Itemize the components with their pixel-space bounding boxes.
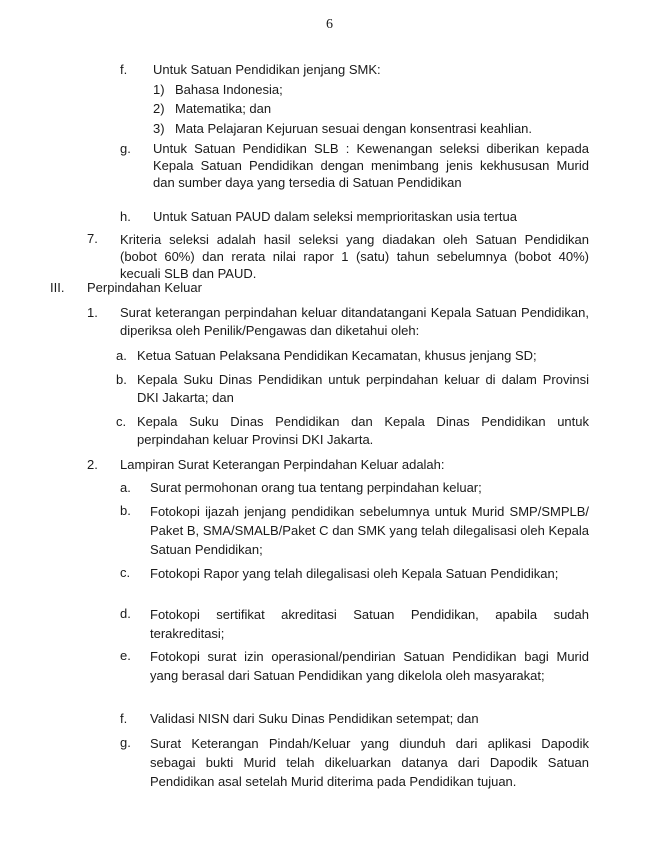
s3-item-2c-marker: c. bbox=[120, 565, 131, 580]
s3-item-1-text: Surat keterangan perpindahan keluar ditandatangani Kepala Satuan Pendidikan, diperiksa oleh Penilik/Pengawas dan diketahui oleh: bbox=[120, 305, 589, 338]
item-7-text: Kriteria seleksi adalah hasil seleksi yang diadakan oleh Satuan Pendidikan (bobot 60%) dan rerata nilai rapor 1 (satu) tahun sebelumnya (bobot 40%) kecuali SLB dan PAUD. bbox=[120, 232, 589, 281]
s3-item-2e-text: Fotokopi surat izin operasional/pendirian Satuan Pendidikan bagi Murid yang berasal dari Satuan Pendidikan yang dikelola oleh masyarakat; bbox=[150, 649, 589, 683]
item-h-marker: h. bbox=[120, 209, 131, 224]
item-f2-text: Matematika; dan bbox=[175, 101, 272, 116]
s3-item-2d-text: Fotokopi sertifikat akreditasi Satuan Pendidikan, apabila sudah terakreditasi; bbox=[150, 607, 589, 641]
s3-item-2c-text: Fotokopi Rapor yang telah dilegalisasi oleh Kepala Satuan Pendidikan; bbox=[150, 566, 559, 581]
s3-item-2a-text: Surat permohonan orang tua tentang perpindahan keluar; bbox=[150, 480, 482, 495]
item-f-marker: f. bbox=[120, 62, 128, 77]
s3-item-2e-marker: e. bbox=[120, 648, 131, 663]
section-3-marker: III. bbox=[50, 280, 65, 295]
item-g-marker: g. bbox=[120, 141, 131, 156]
s3-item-2-text: Lampiran Surat Keterangan Perpindahan Keluar adalah: bbox=[120, 457, 445, 472]
s3-item-2g-marker: g. bbox=[120, 735, 131, 750]
s3-item-1b-marker: b. bbox=[116, 372, 127, 387]
item-h-text: Untuk Satuan PAUD dalam seleksi memprioritaskan usia tertua bbox=[153, 209, 517, 224]
item-f3-text: Mata Pelajaran Kejuruan sesuai dengan konsentrasi keahlian. bbox=[175, 121, 533, 136]
s3-item-2-marker: 2. bbox=[87, 457, 98, 472]
s3-item-2f-text: Validasi NISN dari Suku Dinas Pendidikan setempat; dan bbox=[150, 711, 479, 726]
item-f-text: Untuk Satuan Pendidikan jenjang SMK: bbox=[153, 62, 381, 77]
s3-item-2f-marker: f. bbox=[120, 711, 128, 726]
s3-item-2b-marker: b. bbox=[120, 503, 131, 518]
page-number: 6 bbox=[326, 17, 333, 32]
s3-item-1c-marker: c. bbox=[116, 414, 127, 429]
s3-item-2d-marker: d. bbox=[120, 606, 131, 621]
s3-item-1a-text: Ketua Satuan Pelaksana Pendidikan Kecamatan, khusus jenjang SD; bbox=[137, 348, 537, 363]
item-f1-marker: 1) bbox=[153, 82, 165, 97]
s3-item-2b-text: Fotokopi ijazah jenjang pendidikan sebelumnya untuk Murid SMP/SMPLB/ Paket B, SMA/SMALB/Paket C dan SMK yang telah dilegalisasi oleh Kepala Satuan Pendidikan; bbox=[150, 504, 589, 557]
s3-item-1a-marker: a. bbox=[116, 348, 127, 363]
s3-item-1-marker: 1. bbox=[87, 305, 98, 320]
s3-item-2a-marker: a. bbox=[120, 480, 131, 495]
item-f2-marker: 2) bbox=[153, 101, 165, 116]
s3-item-1c-text: Kepala Suku Dinas Pendidikan dan Kepala Dinas Pendidikan untuk perpindahan keluar Provinsi DKI Jakarta. bbox=[137, 414, 589, 447]
s3-item-2g-text: Surat Keterangan Pindah/Keluar yang diunduh dari aplikasi Dapodik sebagai bukti Murid telah dikeluarkan datanya dari Dapodik Satuan Pendidikan asal setelah Murid diterima pada Pendidikan tujuan. bbox=[150, 736, 589, 789]
item-f3-marker: 3) bbox=[153, 121, 165, 136]
item-f1-text: Bahasa Indonesia; bbox=[175, 82, 283, 97]
section-3-title: Perpindahan Keluar bbox=[87, 280, 202, 295]
item-g-text: Untuk Satuan Pendidikan SLB : Kewenangan seleksi diberikan kepada Kepala Satuan Pendidikan dengan menimbang jenis kekhususan Murid dan sumber daya yang tersedia di Satuan Pendidikan bbox=[153, 141, 589, 190]
s3-item-1b-text: Kepala Suku Dinas Pendidikan untuk perpindahan keluar di dalam Provinsi DKI Jakarta; dan bbox=[137, 372, 589, 405]
item-7-marker: 7. bbox=[87, 231, 98, 246]
